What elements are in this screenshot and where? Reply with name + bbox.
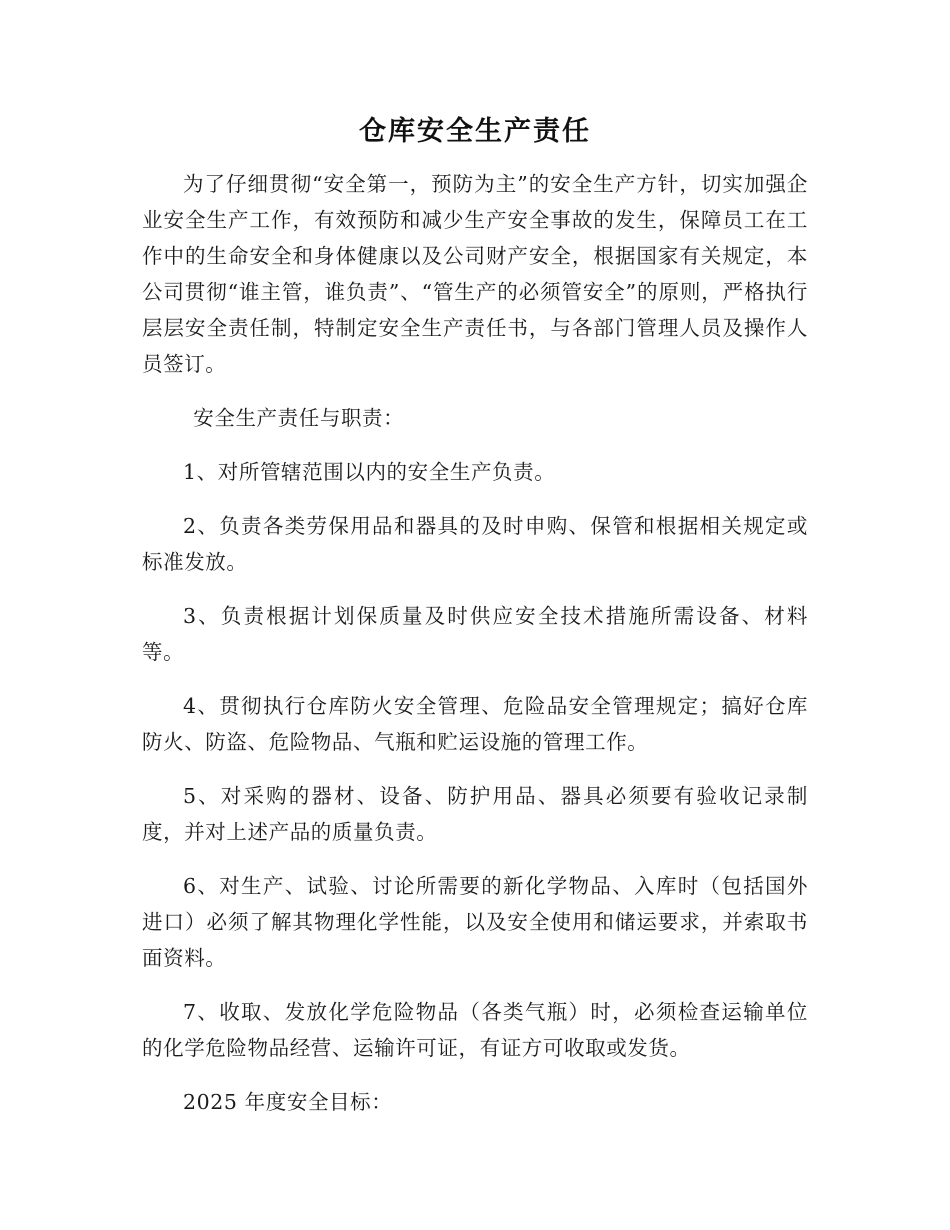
duty-item-6: 6、对生产、试验、讨论所需要的新化学物品、入库时（包括国外进口）必须了解其物理化学性能，以及安全使用和储运要求，并索取书面资料。 [142, 874, 808, 970]
duty-item-7: 7、收取、发放化学危险物品（各类气瓶）时，必须检查运输单位的化学危险物品经营、运输许可证，有证方可收取或发货。 [142, 1000, 808, 1060]
duty-item-1: 1、对所管辖范围以内的安全生产负责。 [183, 460, 556, 484]
duty-item-5: 5、对采购的器材、设备、防护用品、器具必须要有验收记录制度，并对上述产品的质量负责。 [142, 784, 808, 844]
duty-item-4: 4、贯彻执行仓库防火安全管理、危险品安全管理规定；搞好仓库防火、防盗、危险物品、气瓶和贮运设施的管理工作。 [142, 694, 808, 754]
duty-item-3: 3、负责根据计划保质量及时供应安全技术措施所需设备、材料等。 [142, 604, 808, 664]
goal-heading: 2025 年度安全目标： [183, 1090, 393, 1114]
document-body [142, 166, 808, 1120]
duty-item-2: 2、负责各类劳保用品和器具的及时申购、保管和根据相关规定或标准发放。 [142, 514, 808, 574]
intro-paragraph: 为了仔细贯彻“安全第一，预防为主”的安全生产方针，切实加强企业安全生产工作，有效预防和减少生产安全事故的发生，保障员工在工作中的生命安全和身体健康以及公司财产安全，根据国家有关规定，本公司贯彻“谁主管，谁负责”、“管生产的必须管安全”的原则，严格执行层层安全责任制，特制定安全生产责任书，与各部门管理人员及操作人员签订。 [142, 172, 808, 376]
document-title: 仓库安全生产责任 [359, 116, 591, 147]
section-heading: 安全生产责任与职责： [193, 406, 405, 430]
